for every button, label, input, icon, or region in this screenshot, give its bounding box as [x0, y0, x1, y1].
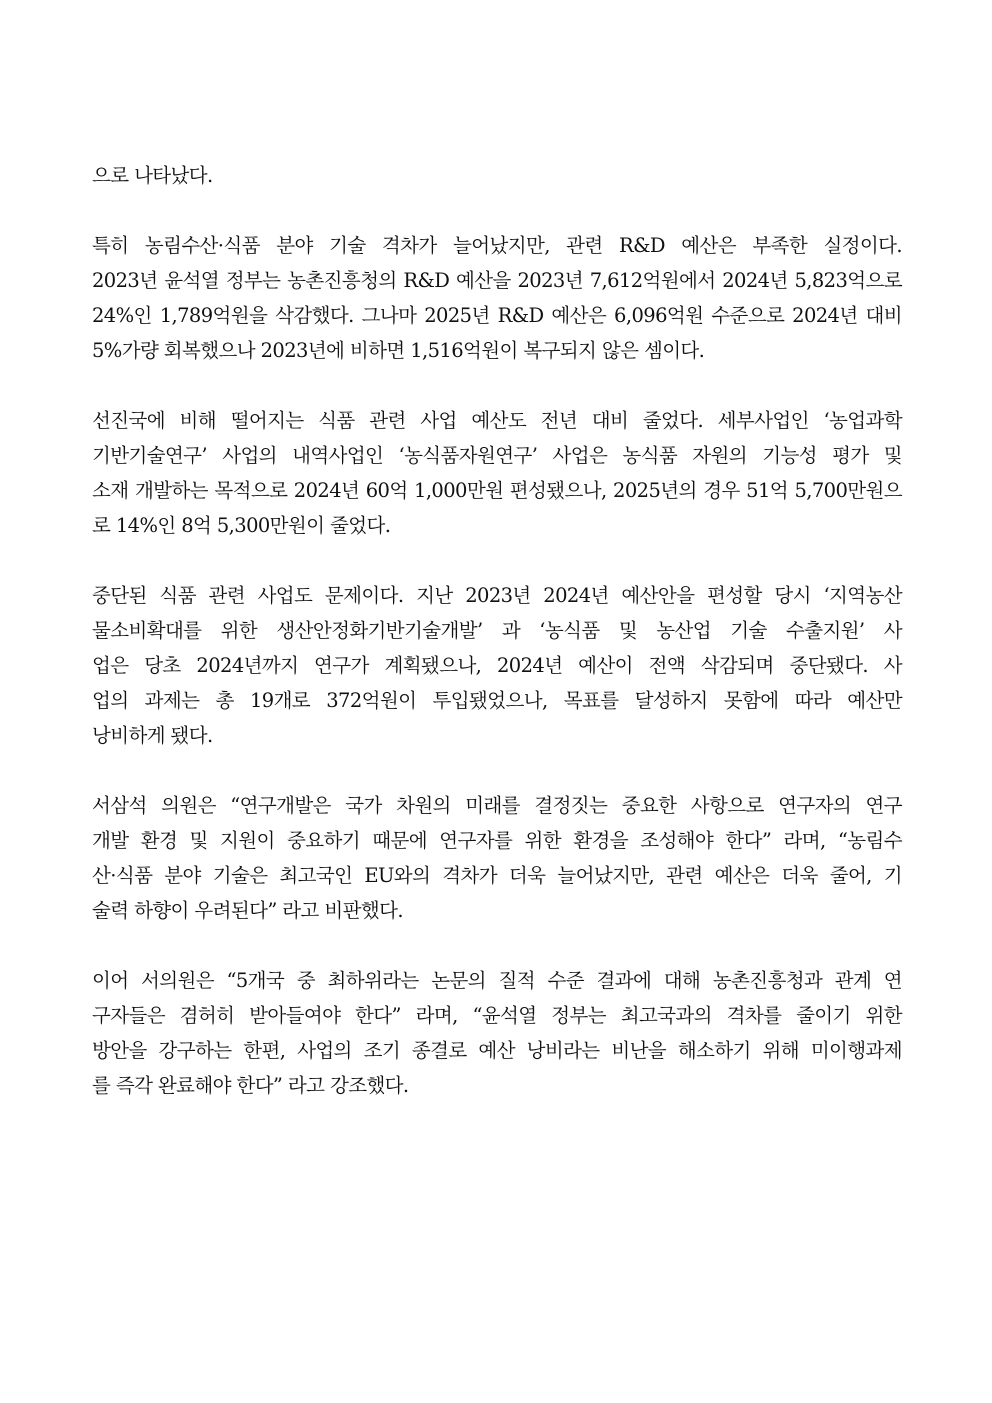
- text-line: 를 즉각 완료해야 한다” 라고 강조했다.: [92, 1074, 409, 1097]
- text-line: 으로 나타났다.: [92, 164, 213, 187]
- text-line: 특히 농림수산·식품 분야 기술 격차가 늘어났지만, 관련 R&D 예산은 부족한 실정이다.: [92, 234, 902, 257]
- document-body: [92, 158, 902, 1103]
- text-line: 기반기술연구’ 사업의 내역사업인 ‘농식품자원연구’ 사업은 농식품 자원의 기능성 평가 및: [92, 444, 902, 467]
- text-line: 로 14%인 8억 5,300만원이 줄었다.: [92, 514, 391, 537]
- text-line: 중단된 식품 관련 사업도 문제이다. 지난 2023년 2024년 예산안을 편성할 당시 ‘지역농산: [92, 584, 902, 607]
- paragraph-rnd-budget: [92, 228, 902, 368]
- paragraph-gap: [92, 193, 902, 228]
- text-line: 구자들은 겸허히 받아들여야 한다” 라며, “윤석열 정부는 최고국과의 격차를 줄이기 위한: [92, 1004, 902, 1027]
- text-line: 5%가량 회복했으나 2023년에 비하면 1,516억원이 복구되지 않은 셈이다.: [92, 339, 705, 362]
- paragraph-discontinued-projects: [92, 578, 902, 753]
- text-line: 2023년 윤석열 정부는 농촌진흥청의 R&D 예산을 2023년 7,612억원에서 2024년 5,823억으로: [92, 269, 902, 292]
- text-line: 술력 하향이 우려된다” 라고 비판했다.: [92, 899, 403, 922]
- paragraph-lawmaker-quote: [92, 788, 902, 928]
- text-line: 업은 당초 2024년까지 연구가 계획됐으나, 2024년 예산이 전액 삭감되며 중단됐다. 사: [92, 654, 902, 677]
- paragraph-gap: [92, 753, 902, 788]
- text-line: 개발 환경 및 지원이 중요하기 때문에 연구자를 위한 환경을 조성해야 한다” 라며, “농림수: [92, 829, 902, 852]
- paragraph-gap: [92, 543, 902, 578]
- text-line: 이어 서의원은 “5개국 중 최하위라는 논문의 질적 수준 결과에 대해 농촌진흥청과 관계 연: [92, 969, 902, 992]
- text-line: 낭비하게 됐다.: [92, 724, 213, 747]
- paragraph-gap: [92, 368, 902, 403]
- paragraph-continuation: [92, 158, 902, 193]
- text-line: 선진국에 비해 떨어지는 식품 관련 사업 예산도 전년 대비 줄었다. 세부사업인 ‘농업과학: [92, 409, 902, 432]
- text-line: 방안을 강구하는 한편, 사업의 조기 종결로 예산 낭비라는 비난을 해소하기 위해 미이행과제: [92, 1039, 902, 1062]
- text-line: 물소비확대를 위한 생산안정화기반기술개발’ 과 ‘농식품 및 농산업 기술 수출지원’ 사: [92, 619, 902, 642]
- text-line: 24%인 1,789억원을 삭감했다. 그나마 2025년 R&D 예산은 6,096억원 수준으로 2024년 대비: [92, 304, 902, 327]
- text-line: 산·식품 분야 기술은 최고국인 EU와의 격차가 더욱 늘어났지만, 관련 예산은 더욱 줄어, 기: [92, 864, 902, 887]
- text-line: 소재 개발하는 목적으로 2024년 60억 1,000만원 편성됐으나, 2025년의 경우 51억 5,700만원으: [92, 479, 902, 502]
- paragraph-gap: [92, 928, 902, 963]
- paragraph-food-budget: [92, 403, 902, 543]
- text-line: 서삼석 의원은 “연구개발은 국가 차원의 미래를 결정짓는 중요한 사항으로 연구자의 연구: [92, 794, 902, 817]
- text-line: 업의 과제는 총 19개로 372억원이 투입됐었으나, 목표를 달성하지 못함에 따라 예산만: [92, 689, 902, 712]
- paragraph-closing-remarks: [92, 963, 902, 1103]
